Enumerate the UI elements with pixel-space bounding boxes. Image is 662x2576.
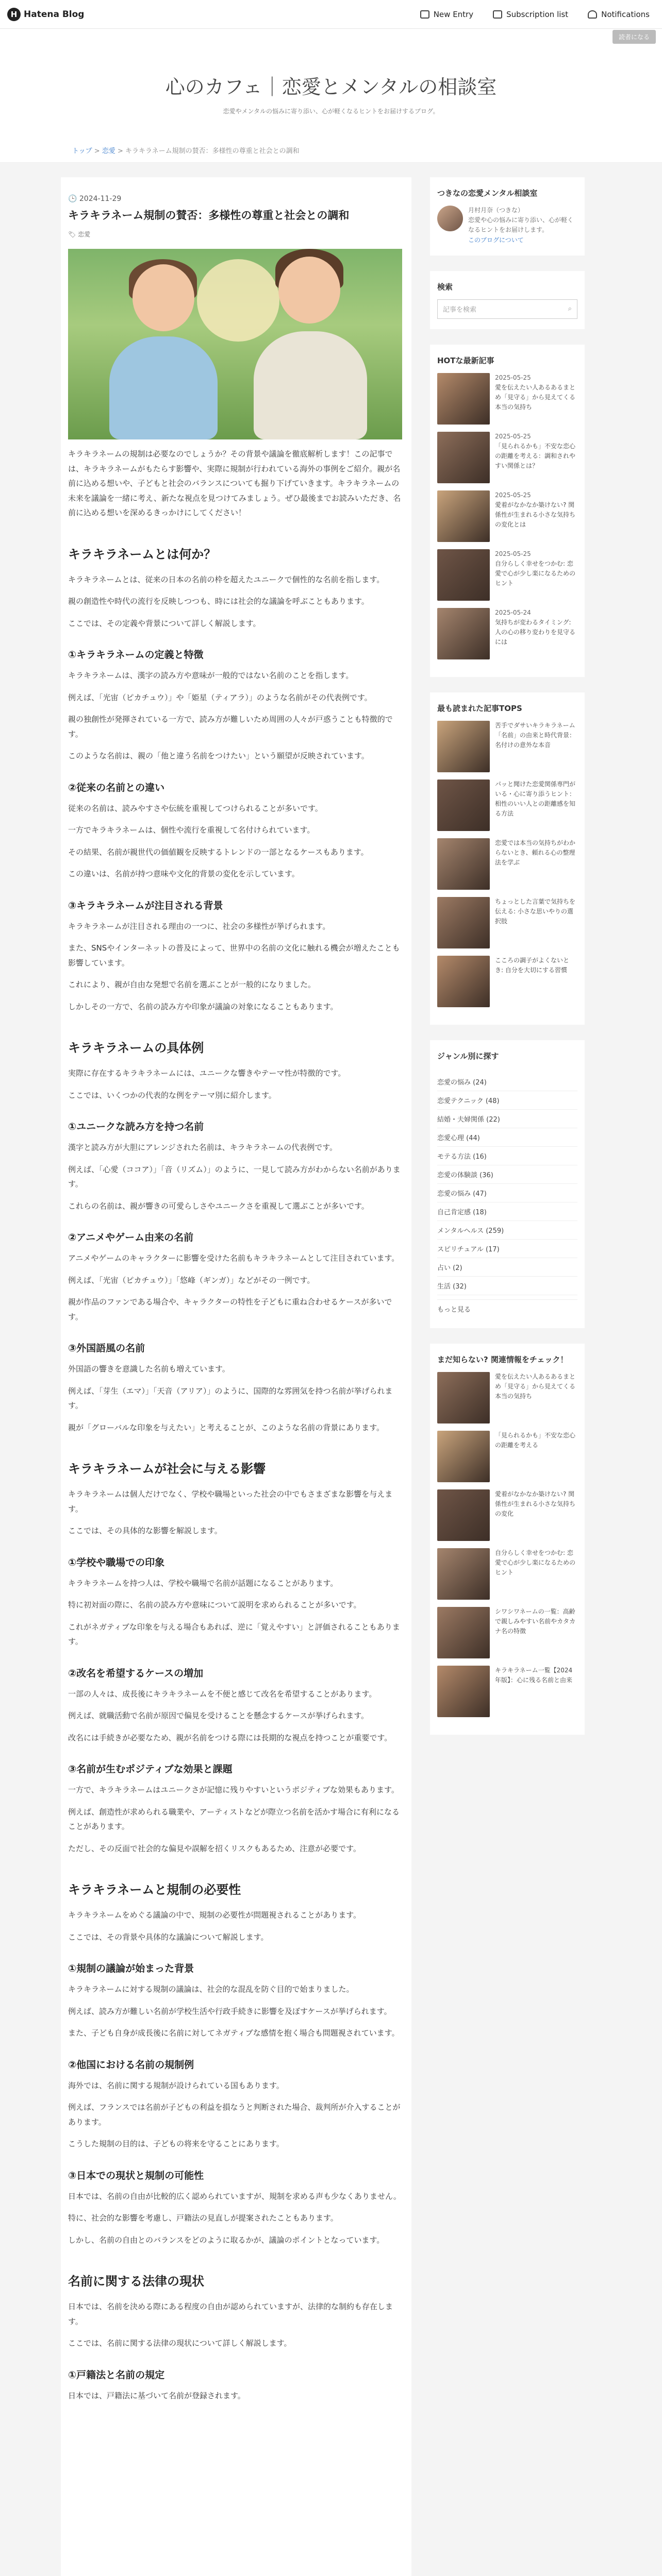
article-category[interactable]: 🏷 恋愛 bbox=[68, 231, 91, 238]
entry-item[interactable] bbox=[437, 1666, 577, 1717]
paragraph: ここでは、その具体的な影響を解説します。 bbox=[68, 1526, 222, 1535]
search-input[interactable]: 記事を検索 ⌕ bbox=[437, 299, 577, 319]
entry-thumbnail[interactable] bbox=[437, 1666, 490, 1717]
subsection-heading: ①戸籍法と名前の規定 bbox=[68, 2369, 165, 2381]
paragraph: 改名には手続きが必要なため、親が名前をつける際には長期的な視点を持つことが重要です。 bbox=[68, 1733, 392, 1742]
category-link[interactable]: 結婚・夫婦関係 (22) bbox=[437, 1110, 577, 1128]
bell-icon bbox=[588, 10, 597, 19]
category-link[interactable]: スピリチュアル (17) bbox=[437, 1240, 577, 1258]
entry-title[interactable]: 「見られるかも」不安な恋心の距離を考える bbox=[495, 1431, 576, 1449]
entry-title[interactable]: 愛を伝えたい人あるあるまとめ「見守る」から見えてくる本当の気持ち bbox=[495, 383, 576, 411]
article bbox=[61, 177, 411, 2576]
paragraph: 親の独創性が発揮されている一方で、読み方が難しいため周囲の人々が戸惑うことも特徴的です。 bbox=[68, 715, 393, 739]
entry-item[interactable] bbox=[437, 1548, 577, 1600]
entry-date: 2025-05-24 bbox=[495, 608, 531, 616]
entry-thumbnail[interactable] bbox=[437, 490, 490, 542]
entry-item[interactable] bbox=[437, 432, 577, 483]
new-entry-link[interactable]: New Entry bbox=[420, 10, 473, 19]
paragraph: 親の創造性や時代の流行を反映しつつも、時には社会的な議論を呼ぶこともあります。 bbox=[68, 597, 369, 606]
entry-title[interactable]: 「見られるかも」不安な恋心の距離を考える：調和されやすい関係とは？ bbox=[495, 442, 576, 470]
category-link[interactable]: 恋愛の体験談 (36) bbox=[437, 1165, 577, 1184]
category-link[interactable]: 生活 (32) bbox=[437, 1277, 577, 1295]
section-heading: キラキラネームが社会に与える影響 bbox=[68, 1462, 266, 1476]
child-boy bbox=[254, 331, 367, 439]
entry-thumbnail[interactable] bbox=[437, 956, 490, 1007]
paragraph: 親が「グローバルな印象を与えたい」と考えることが、このような名前の背景にあります。 bbox=[68, 1422, 385, 1432]
paragraph: ここでは、その定義や背景について詳しく解説します。 bbox=[68, 618, 261, 628]
paragraph: この違いは、名前が持つ意味や文化的背景の変化を示しています。 bbox=[68, 869, 300, 878]
section-heading: キラキラネームと規制の必要性 bbox=[68, 1883, 241, 1897]
article-body bbox=[68, 544, 404, 2403]
paragraph: キラキラネームをめぐる議論の中で、規制の必要性が問題視されることがあります。 bbox=[68, 1910, 361, 1920]
entry-thumbnail[interactable] bbox=[437, 1548, 490, 1600]
hot-module: HOTな最新記事 2025-05-25 愛を伝えたい人あるあるまとめ「見守る」から見えてくる本当の気持ち 2025-05-25 「見られるかも」不安な恋心の距離を考える：調和されやすい関係とは？ 2025-05-25 愛着がなかなか築けない? 関係性が生まれる小さな気持ちの変化とは 2025-05-25 自分らしく幸せをつかむ: 恋愛で心が少し楽になるためのヒント 2025-05-24 気持ちが変わるタイミング: 人の心の移り変わりを見守るには bbox=[430, 345, 585, 677]
paragraph: 日本では、戸籍法に基づいて名前が登録されます。 bbox=[68, 2391, 245, 2400]
entry-title[interactable]: 苦手でダサいキラキラネーム「名前」の由来と時代背景：名付けの意外な本音 bbox=[495, 721, 576, 749]
paragraph: キラキラネームが注目される理由の一つに、社会の多様性が挙げられます。 bbox=[68, 921, 330, 931]
entry-thumbnail[interactable] bbox=[437, 721, 490, 772]
paragraph: キラキラネームを持つ人は、学校や職場で名前が話題になることがあります。 bbox=[68, 1578, 338, 1588]
paragraph: 例えば、読み方が難しい名前が学校生活や行政手続きに影響を及ぼすケースが挙げられます。 bbox=[68, 2006, 392, 2016]
top-bar bbox=[0, 0, 662, 29]
article-date: 🕒 2024-11-29 bbox=[68, 195, 122, 203]
entry-item[interactable] bbox=[437, 721, 577, 772]
entry-item[interactable] bbox=[437, 608, 577, 659]
top-nav bbox=[420, 10, 650, 19]
avatar[interactable] bbox=[437, 206, 463, 231]
blog-subtitle: 恋愛やメンタルの悩みに寄り添い、心が軽くなるヒントをお届けするブログ。 bbox=[223, 108, 439, 115]
hero-image bbox=[68, 249, 402, 439]
list-icon bbox=[493, 10, 502, 19]
paragraph: ここでは、いくつかの代表的な例をテーマ別に紹介します。 bbox=[68, 1090, 276, 1100]
category-link[interactable]: 恋愛心理 (44) bbox=[437, 1128, 577, 1147]
entry-item[interactable] bbox=[437, 549, 577, 601]
category-link[interactable]: 占い (2) bbox=[437, 1258, 577, 1277]
entry-thumbnail[interactable] bbox=[437, 1607, 490, 1658]
entry-title[interactable]: 愛着がなかなか築けない? 関係性が生まれる小さな気持ちの変化とは bbox=[495, 501, 576, 529]
subsection-heading: ③名前が生むポジティブな効果と課題 bbox=[68, 1764, 233, 1775]
entry-title[interactable]: パッと聞けた恋愛関係専門がいる・心に寄り添うヒント：相性のいい人との距離感を知る方法 bbox=[495, 780, 576, 818]
subscribe-reader-button[interactable]: 読者になる bbox=[613, 30, 656, 44]
paragraph: これにより、親が自由な発想で名前を選ぶことが一般的になりました。 bbox=[68, 980, 316, 989]
entry-title[interactable]: ちょっとした言葉で気持ちを伝える: 小さな思いやりの選択肢 bbox=[495, 897, 576, 925]
entry-thumbnail[interactable] bbox=[437, 1431, 490, 1482]
entry-thumbnail[interactable] bbox=[437, 608, 490, 659]
category-link[interactable]: 自己肯定感 (18) bbox=[437, 1202, 577, 1221]
entry-thumbnail[interactable] bbox=[437, 549, 490, 601]
paragraph: 例えば、「光宙（ピカチュウ）」や「姫星（ティアラ）」のような名前がその代表例です。 bbox=[68, 692, 372, 702]
category-link[interactable]: メンタルヘルス (259) bbox=[437, 1221, 577, 1240]
subsection-heading: ①キラキラネームの定義と特徴 bbox=[68, 649, 204, 660]
search-icon[interactable]: ⌕ bbox=[568, 305, 572, 313]
brand-label: Hatena Blog bbox=[24, 9, 85, 20]
paragraph: しかし、名前の自由とのバランスをどのように取るかが、議論のポイントとなっています。 bbox=[68, 2235, 385, 2245]
entry-title[interactable]: 気持ちが変わるタイミング: 人の心の移り変わりを見守るには bbox=[495, 618, 576, 646]
paragraph: また、子ども自身が成長後に名前に対してネガティブな感情を抱く場合も問題視されています。 bbox=[68, 2028, 400, 2038]
entry-thumbnail[interactable] bbox=[437, 1372, 490, 1423]
pencil-icon bbox=[420, 10, 429, 19]
breadcrumb-home[interactable]: トップ bbox=[72, 147, 92, 155]
paragraph: また、SNSやインターネットの普及によって、世界中の名前の文化に触れる機会が増えたことも影響しています。 bbox=[68, 943, 400, 968]
paragraph: このような名前は、親の「他と違う名前をつけたい」という願望が反映されています。 bbox=[68, 751, 369, 760]
notifications-link[interactable]: Notifications bbox=[588, 10, 650, 19]
category-module: ジャンル別に探す 恋愛の悩み (24) 恋愛テクニック (48) 結婚・夫婦関係 (22) 恋愛心理 (44) モテる方法 (16) 恋愛の体験談 (36) 恋愛の悩み (47) 自己肯定感 (18) メンタルヘルス (259) スピリチュアル (17) 占い (2) 生活 (32) もっと見る bbox=[430, 1040, 585, 1328]
entry-item[interactable] bbox=[437, 490, 577, 542]
paragraph: 例えば、就職活動で名前が原因で偏見を受けることを懸念するケースが挙げられます。 bbox=[68, 1711, 369, 1720]
paragraph: 実際に存在するキラキラネームには、ユニークな響きやテーマ性が特徴的です。 bbox=[68, 1069, 346, 1078]
article-intro: キラキラネームの規制は必要なのでしょうか？その背景や議論を徹底解析します！この記事では、キラキラネームがもたらす影響や、実際に規制が行われている海外の事例をご紹介。親が名前に込める想いや、子どもと社会のバランスについても掘り下げていきます。キラキラネームの未来を議論を一緒に考え、新たな視点を見つけてみましょう。ぜひ最後までお読みいただき、名前に込める想いを深めるきっかけにしてください！ bbox=[68, 449, 401, 517]
paragraph: 漢字と読み方が大胆にアレンジされた名前は、キラキラネームの代表例です。 bbox=[68, 1143, 338, 1152]
entry-thumbnail[interactable] bbox=[437, 373, 490, 425]
entry-thumbnail[interactable] bbox=[437, 1489, 490, 1541]
paragraph: 例えば、創造性が求められる職業や、アーティストなどが際立つ名前を活かす場合に有利になることがあります。 bbox=[68, 1807, 400, 1831]
paragraph: 例えば、フランスでは名前が子どもの利益を損なうと判断された場合、裁判所が介入することがあります。 bbox=[68, 2103, 401, 2127]
child-girl bbox=[109, 336, 218, 439]
paragraph: 海外では、名前に関する規制が設けられている国もあります。 bbox=[68, 2080, 284, 2090]
sidebar bbox=[430, 177, 585, 2576]
paragraph: これがネガティブな印象を与える場合もあれば、逆に「覚えやすい」と評価されることもあります。 bbox=[68, 1622, 400, 1646]
section-heading: 名前に関する法律の現状 bbox=[68, 2274, 204, 2289]
subsection-heading: ③キラキラネームが注目される背景 bbox=[68, 900, 223, 911]
paragraph: ここでは、その背景や具体的な議論について解説します。 bbox=[68, 1932, 269, 1942]
paragraph: 親が作品のファンである場合や、キャラクターの特性を子どもに重ね合わせるケースが多いです。 bbox=[68, 1297, 392, 1321]
entry-thumbnail[interactable] bbox=[437, 432, 490, 483]
entry-item[interactable] bbox=[437, 1607, 577, 1658]
entry-date: 2025-05-25 bbox=[495, 491, 531, 499]
entry-title[interactable]: こころの調子がよくないとき: 自分を大切にする習慣 bbox=[495, 956, 570, 974]
search-module: 検索 記事を検索 ⌕ bbox=[430, 271, 585, 329]
category-link[interactable]: 恋愛の悩み (24) bbox=[437, 1073, 577, 1091]
entry-date: 2025-05-25 bbox=[495, 550, 531, 557]
subsection-heading: ①学校や職場での印象 bbox=[68, 1556, 165, 1568]
entry-thumbnail[interactable] bbox=[437, 897, 490, 948]
paragraph: キラキラネームとは、従来の日本の名前の枠を超えたユニークで個性的な名前を指します。 bbox=[68, 574, 385, 584]
entry-title[interactable]: キラキラネーム一覧【2024年版】：心に残る名前と由来 bbox=[495, 1666, 573, 1684]
paragraph: ただし、その反面で社会的な偏見や誤解を招くリスクもあるため、注意が必要です。 bbox=[68, 1843, 361, 1853]
entry-date: 2025-05-25 bbox=[495, 374, 531, 381]
paragraph: アニメやゲームのキャラクターに影響を受けた名前もキラキラネームとして注目されています。 bbox=[68, 1253, 400, 1263]
profile-module: つきなの恋愛メンタル相談室 月村月奈（つきな） 恋愛や心の悩みに寄り添い、心が軽くなるヒントをお届けします。 このブログについて bbox=[430, 177, 585, 256]
paragraph: キラキラネームは個人だけでなく、学校や職場といった社会の中でもさまざまな影響を与えます。 bbox=[68, 1489, 393, 1514]
subsection-heading: ③日本での現状と規制の可能性 bbox=[68, 2170, 204, 2181]
entry-title[interactable]: 愛着がなかなか築けない? 関係性が生まれる小さな気持ちの変化 bbox=[495, 1490, 576, 1518]
section-heading: キラキラネームの具体例 bbox=[68, 1041, 204, 1055]
article-title[interactable]: キラキラネーム規制の賛否：多様性の尊重と社会との調和 bbox=[68, 209, 350, 222]
popular-module: 最も読まれた記事TOPS 苦手でダサいキラキラネーム「名前」の由来と時代背景：名付けの意外な本音 パッと聞けた恋愛関係専門がいる・心に寄り添うヒント：相性のいい人との距離感を知る方法 恋愛では本当の気持ちがわからないとき、頼れる心の整理法を学ぶ ちょっとした言葉で気持ちを伝える: 小さな思いやりの選択肢 こころの調子がよくないとき: 自分を大切にする習慣 bbox=[430, 692, 585, 1025]
entry-item[interactable] bbox=[437, 373, 577, 425]
subsection-heading: ②アニメやゲーム由来の名前 bbox=[68, 1232, 194, 1243]
paragraph: 特に初対面の際に、名前の読み方や意味について説明を求められることが多いです。 bbox=[68, 1600, 361, 1609]
entry-title[interactable]: 愛を伝えたい人あるあるまとめ「見守る」から見えてくる本当の気持ち bbox=[495, 1372, 576, 1400]
entry-item[interactable] bbox=[437, 897, 577, 948]
blog-title[interactable]: 心のカフェ｜恋愛とメンタルの相談室 bbox=[165, 76, 497, 98]
category-link[interactable]: 恋愛の悩み (47) bbox=[437, 1184, 577, 1202]
subsection-heading: ②改名を希望するケースの増加 bbox=[68, 1667, 204, 1679]
subsection-heading: ①規制の議論が始まった背景 bbox=[68, 1963, 194, 1974]
paragraph: 従来の名前は、読みやすさや伝統を重視してつけられることが多いです。 bbox=[68, 803, 323, 813]
hatena-logo-icon: H bbox=[7, 8, 21, 21]
paragraph: 例えば、「光宙（ピカチュウ）」「悠峰（ギンガ）」などがその一例です。 bbox=[68, 1275, 315, 1285]
paragraph: 外国語の響きを意識した名前も増えています。 bbox=[68, 1364, 230, 1374]
paragraph: ここでは、名前に関する法律の現状について詳しく解説します。 bbox=[68, 2338, 292, 2348]
paragraph: 例えば、「心愛（ココア）」「音（リズム）」のように、一見して読み方がわからない名前があります。 bbox=[68, 1164, 401, 1189]
paragraph: しかしその一方で、名前の読み方や印象が議論の対象になることもあります。 bbox=[68, 1002, 338, 1011]
breadcrumb-current: キラキラネーム規制の賛否：多様性の尊重と社会との調和 bbox=[125, 147, 300, 155]
entry-item[interactable] bbox=[437, 1431, 577, 1482]
entry-item[interactable] bbox=[437, 1372, 577, 1423]
entry-thumbnail[interactable] bbox=[437, 838, 490, 890]
paragraph: 日本では、名前の自由が比較的広く認められていますが、規制を求める声も少なくありません。 bbox=[68, 2191, 401, 2201]
paragraph: その結果、名前が親世代の価値観を反映するトレンドの一部となるケースもあります。 bbox=[68, 847, 369, 857]
breadcrumb: トップ > 恋愛 > キラキラネーム規制の賛否：多様性の尊重と社会との調和 bbox=[0, 139, 662, 163]
entry-item[interactable] bbox=[437, 956, 577, 1007]
blog-header bbox=[0, 29, 662, 139]
paragraph: 一部の人々は、成長後にキラキラネームを不便と感じて改名を希望することがあります。 bbox=[68, 1689, 377, 1699]
breadcrumb-category[interactable]: 恋愛 bbox=[102, 147, 115, 155]
paragraph: キラキラネームは、漢字の読み方や意味が一般的ではない名前のことを指します。 bbox=[68, 671, 354, 680]
related-module: まだ知らない? 関連情報をチェック！ 愛を伝えたい人あるあるまとめ「見守る」から見えてくる本当の気持ち 「見られるかも」不安な恋心の距離を考える 愛着がなかなか築けない? 関係性が生まれる小さな気持ちの変化 自分らしく幸せをつかむ: 恋愛で心が少し楽になるためのヒント シワシワネームの一覧：高齢で親しみやすい名前やカタカナ名の特徴 キラキラネーム一覧【2024年版】：心に残る名前と由来 bbox=[430, 1344, 585, 1735]
category-link[interactable]: 恋愛テクニック (48) bbox=[437, 1091, 577, 1110]
paragraph: 一方で、キラキラネームはユニークさが記憶に残りやすいというポジティブな効果もあります。 bbox=[68, 1785, 399, 1794]
subsection-heading: ②従来の名前との違い bbox=[68, 782, 165, 793]
entry-title[interactable]: 自分らしく幸せをつかむ: 恋愛で心が少し楽になるためのヒント bbox=[495, 560, 576, 587]
entry-thumbnail[interactable] bbox=[437, 779, 490, 831]
entry-item[interactable] bbox=[437, 1489, 577, 1541]
paragraph: キラキラネームに対する規制の議論は、社会的な混乱を防ぐ目的で始まりました。 bbox=[68, 1985, 354, 1994]
entry-title[interactable]: シワシワネームの一覧：高齢で親しみやすい名前やカタカナ名の特徴 bbox=[495, 1607, 576, 1635]
paragraph: 一方でキラキラネームは、個性や流行を重視して名付けられています。 bbox=[68, 825, 315, 835]
entry-item[interactable] bbox=[437, 779, 577, 831]
paragraph: こうした規制の目的は、子どもの将来を守ることにあります。 bbox=[68, 2139, 284, 2148]
entry-item[interactable] bbox=[437, 838, 577, 890]
hatena-brand[interactable] bbox=[7, 8, 84, 21]
paragraph: 例えば、「芽生（エマ）」「天音（アリア）」のように、国際的な雰囲気を持つ名前が挙げられます。 bbox=[68, 1386, 393, 1410]
paragraph: 日本では、名前を決める際にある程度の自由が認められていますが、法律的な制約も存在します。 bbox=[68, 2302, 393, 2326]
entry-date: 2025-05-25 bbox=[495, 432, 531, 440]
entry-title[interactable]: 自分らしく幸せをつかむ: 恋愛で心が少し楽になるためのヒント bbox=[495, 1549, 576, 1577]
paragraph: これらの名前は、親が響きの可愛らしさやユニークさを重視して選ぶことが多いです。 bbox=[68, 1201, 369, 1211]
subscription-link[interactable]: Subscription list bbox=[493, 10, 568, 19]
subsection-heading: ②他国における名前の規制例 bbox=[68, 2059, 194, 2071]
subsection-heading: ①ユニークな読み方を持つ名前 bbox=[68, 1121, 204, 1132]
subsection-heading: ③外国語風の名前 bbox=[68, 1343, 145, 1354]
section-heading: キラキラネームとは何か？ bbox=[68, 547, 217, 562]
entry-title[interactable]: 恋愛では本当の気持ちがわからないとき、頼れる心の整理法を学ぶ bbox=[495, 839, 576, 867]
category-link[interactable]: モテる方法 (16) bbox=[437, 1147, 577, 1165]
paragraph: 特に、社会的な影響を考慮し、戸籍法の見直しが提案されたこともあります。 bbox=[68, 2213, 338, 2223]
